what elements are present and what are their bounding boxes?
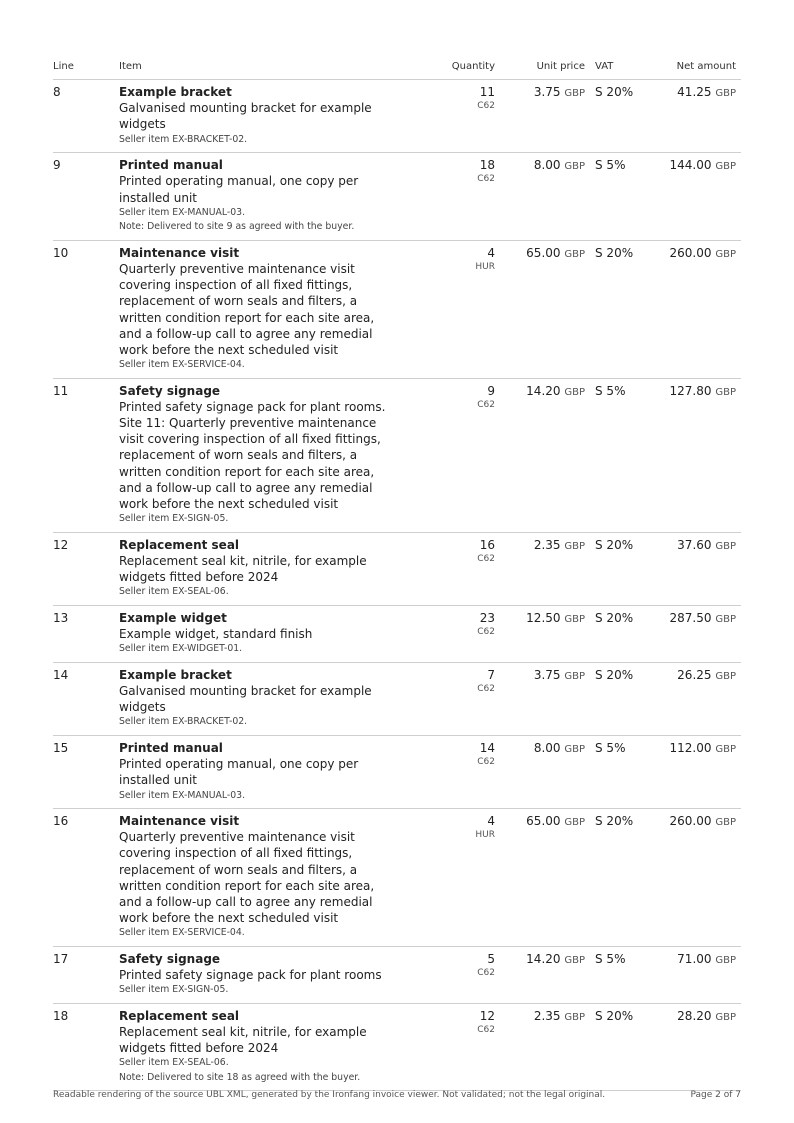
net-amount-value: 287.50: [669, 610, 712, 625]
column-header-item: Item: [119, 55, 419, 80]
quantity-cell: [419, 605, 505, 662]
net-amount-cell: [650, 809, 741, 947]
unit-price-cell: [505, 605, 595, 662]
vat-rate: S 5%: [595, 378, 650, 532]
item-name: Example bracket: [119, 667, 232, 682]
seller-item-id: Seller item EX-SERVICE-04.: [119, 359, 245, 371]
unit-price-cell: [505, 1003, 595, 1091]
item-description: Galvanised mounting bracket for example widgets: [119, 683, 372, 715]
column-header-quantity: Quantity: [419, 55, 505, 80]
net-amount-value: 71.00: [677, 951, 712, 966]
item-name: Safety signage: [119, 383, 221, 398]
unit-price-cell: [505, 662, 595, 735]
quantity-value: 16: [479, 537, 495, 552]
quantity-value: 4: [487, 245, 495, 260]
item-name: Printed manual: [119, 158, 223, 173]
quantity-cell: [419, 532, 505, 605]
seller-item-id: Seller item EX-SIGN-05.: [119, 513, 229, 525]
unit-code: C62: [477, 627, 495, 638]
item-name: Safety signage: [119, 951, 221, 966]
net-amount-value: 260.00: [669, 245, 712, 260]
vat-rate: S 20%: [595, 605, 650, 662]
net-amount-value: 144.00: [669, 158, 712, 173]
unit-code: C62: [477, 101, 495, 112]
invoice-lines-section: [53, 55, 741, 1091]
line-number: 9: [53, 153, 119, 241]
currency-code: GBP: [715, 743, 736, 755]
net-amount-cell: [650, 80, 741, 153]
item-description: Printed safety signage pack for plant rooms. Site 11: Quarterly preventive maintenance visit covering inspection of all fixed fittings, replacement of worn seals and filters, a written condition report for each site area, and a follow-up call to agree any remedial work before the next scheduled visit: [119, 399, 386, 512]
seller-item-id: Seller item EX-WIDGET-01.: [119, 643, 243, 655]
net-amount-cell: [650, 605, 741, 662]
currency-code: GBP: [715, 161, 736, 173]
item-cell: [119, 240, 419, 378]
page-number: Page 2 of 7: [690, 1090, 741, 1100]
unit-code: HUR: [475, 830, 495, 841]
unit-price-value: 14.20: [526, 951, 561, 966]
table-header-row: [53, 55, 741, 80]
item-name: Maintenance visit: [119, 245, 240, 260]
unit-code: C62: [477, 174, 495, 185]
currency-code: GBP: [715, 954, 736, 966]
quantity-cell: [419, 240, 505, 378]
seller-item-id: Seller item EX-MANUAL-03.: [119, 789, 246, 801]
net-amount-cell: [650, 946, 741, 1003]
item-description: Printed operating manual, one copy per installed unit: [119, 174, 359, 205]
item-cell: [119, 532, 419, 605]
seller-item-id: Seller item EX-SEAL-06.: [119, 1057, 229, 1069]
vat-rate: S 20%: [595, 662, 650, 735]
quantity-cell: [419, 80, 505, 153]
quantity-cell: [419, 809, 505, 947]
net-amount-cell: [650, 378, 741, 532]
vat-rate: S 5%: [595, 946, 650, 1003]
quantity-cell: [419, 735, 505, 808]
line-number: 14: [53, 662, 119, 735]
seller-item-id: Seller item EX-BRACKET-02.: [119, 133, 248, 145]
vat-rate: S 20%: [595, 240, 650, 378]
net-amount-value: 26.25: [677, 667, 712, 682]
item-cell: [119, 1003, 419, 1091]
currency-code: GBP: [564, 1011, 585, 1023]
unit-code: HUR: [475, 261, 495, 272]
currency-code: GBP: [715, 1011, 736, 1023]
vat-rate: S 20%: [595, 532, 650, 605]
seller-item-id: Seller item EX-MANUAL-03.: [119, 206, 246, 218]
seller-item-id: Seller item EX-SEAL-06.: [119, 586, 229, 598]
quantity-cell: [419, 1003, 505, 1091]
unit-code: C62: [477, 399, 495, 410]
line-number: 10: [53, 240, 119, 378]
unit-code: C62: [477, 553, 495, 564]
table-row: [53, 662, 741, 735]
table-row: [53, 735, 741, 808]
line-number: 15: [53, 735, 119, 808]
invoice-lines-table: [53, 55, 741, 1091]
currency-code: GBP: [564, 670, 585, 682]
unit-code: C62: [477, 757, 495, 768]
item-name: Replacement seal: [119, 537, 240, 552]
vat-rate: S 20%: [595, 80, 650, 153]
vat-rate: S 5%: [595, 735, 650, 808]
unit-price-value: 12.50: [526, 610, 561, 625]
quantity-value: 12: [479, 1008, 495, 1023]
footer-disclaimer: Readable rendering of the source UBL XML, generated by the Ironfang invoice viewer. Not validated; not the legal original.: [53, 1090, 606, 1100]
vat-rate: S 20%: [595, 1003, 650, 1091]
quantity-value: 14: [479, 740, 495, 755]
unit-price-cell: [505, 153, 595, 241]
currency-code: GBP: [715, 817, 736, 828]
line-number: 17: [53, 946, 119, 1003]
item-cell: [119, 80, 419, 153]
line-number: 11: [53, 378, 119, 532]
quantity-cell: [419, 153, 505, 241]
currency-code: GBP: [564, 161, 585, 173]
currency-code: GBP: [715, 248, 736, 260]
quantity-cell: [419, 662, 505, 735]
unit-price-cell: [505, 532, 595, 605]
net-amount-value: 41.25: [677, 85, 712, 99]
column-header-net-amount: Net amount: [650, 55, 741, 80]
unit-price-cell: [505, 378, 595, 532]
currency-code: GBP: [564, 817, 585, 828]
currency-code: GBP: [715, 670, 736, 682]
column-header-line: Line: [53, 55, 119, 80]
unit-price-value: 3.75: [533, 667, 561, 682]
item-name: Replacement seal: [119, 1008, 240, 1023]
currency-code: GBP: [564, 613, 585, 625]
item-description: Printed safety signage pack for plant rooms: [119, 968, 382, 983]
quantity-value: 4: [487, 814, 495, 828]
quantity-cell: [419, 946, 505, 1003]
table-body: [53, 80, 741, 1091]
unit-code: C62: [477, 1025, 495, 1036]
quantity-value: 7: [487, 667, 495, 682]
line-note: Note: Delivered to site 9 as agreed with the buyer.: [119, 221, 355, 233]
seller-item-id: Seller item EX-SIGN-05.: [119, 984, 229, 996]
net-amount-value: 28.20: [677, 1008, 712, 1023]
seller-item-id: Seller item EX-SERVICE-04.: [119, 927, 245, 939]
table-row: [53, 605, 741, 662]
item-description: Quarterly preventive maintenance visit covering inspection of all fixed fittings, replacement of worn seals and filters, a written condition report for each site area, and a follow-up call to agree any remedial work before the next scheduled visit: [119, 261, 375, 357]
item-name: Printed manual: [119, 740, 223, 755]
currency-code: GBP: [564, 954, 585, 966]
item-cell: [119, 153, 419, 241]
table-row: [53, 153, 741, 241]
net-amount-cell: [650, 662, 741, 735]
table-row: [53, 532, 741, 605]
unit-code: C62: [477, 968, 495, 979]
unit-price-value: 65.00: [526, 814, 561, 828]
currency-code: GBP: [564, 540, 585, 552]
line-note: Note: Delivered to site 18 as agreed with the buyer.: [119, 1071, 361, 1083]
currency-code: GBP: [564, 743, 585, 755]
net-amount-cell: [650, 1003, 741, 1091]
line-number: 12: [53, 532, 119, 605]
line-number: 18: [53, 1003, 119, 1091]
currency-code: GBP: [564, 386, 585, 398]
quantity-cell: [419, 378, 505, 532]
item-name: Maintenance visit: [119, 814, 240, 828]
unit-price-cell: [505, 809, 595, 947]
currency-code: GBP: [715, 540, 736, 552]
table-row: [53, 240, 741, 378]
unit-code: C62: [477, 683, 495, 694]
item-cell: [119, 605, 419, 662]
table-row: [53, 378, 741, 532]
line-number: 16: [53, 809, 119, 947]
quantity-value: 9: [487, 383, 495, 398]
currency-code: GBP: [715, 88, 736, 99]
unit-price-value: 65.00: [526, 245, 561, 260]
seller-item-id: Seller item EX-BRACKET-02.: [119, 716, 248, 728]
unit-price-cell: [505, 80, 595, 153]
line-number: 13: [53, 605, 119, 662]
unit-price-cell: [505, 735, 595, 808]
item-cell: [119, 809, 419, 947]
net-amount-cell: [650, 735, 741, 808]
unit-price-cell: [505, 946, 595, 1003]
item-cell: [119, 946, 419, 1003]
table-row: [53, 1003, 741, 1091]
unit-price-value: 8.00: [533, 740, 561, 755]
quantity-value: 23: [479, 610, 495, 625]
currency-code: GBP: [715, 386, 736, 398]
quantity-value: 18: [479, 158, 495, 173]
item-cell: [119, 378, 419, 532]
table-row: [53, 946, 741, 1003]
table-row: [53, 809, 741, 947]
net-amount-value: 127.80: [669, 383, 712, 398]
vat-rate: S 20%: [595, 809, 650, 947]
net-amount-value: 112.00: [669, 740, 712, 755]
unit-price-value: 2.35: [533, 1008, 561, 1023]
item-description: Printed operating manual, one copy per installed unit: [119, 757, 359, 788]
column-header-vat: VAT: [595, 55, 650, 80]
vat-rate: S 5%: [595, 153, 650, 241]
unit-price-value: 14.20: [526, 383, 561, 398]
unit-price-value: 8.00: [533, 158, 561, 173]
item-description: Galvanised mounting bracket for example widgets: [119, 101, 372, 132]
column-header-unit-price: Unit price: [505, 55, 595, 80]
item-name: Example widget: [119, 610, 227, 625]
item-description: Replacement seal kit, nitrile, for example widgets fitted before 2024: [119, 1025, 367, 1056]
currency-code: GBP: [564, 248, 585, 260]
net-amount-cell: [650, 532, 741, 605]
unit-price-value: 2.35: [533, 537, 561, 552]
net-amount-value: 260.00: [669, 814, 712, 828]
unit-price-cell: [505, 240, 595, 378]
item-description: Quarterly preventive maintenance visit covering inspection of all fixed fittings, replacement of worn seals and filters, a written condition report for each site area, and a follow-up call to agree any remedial work before the next scheduled visit: [119, 830, 375, 926]
quantity-value: 11: [479, 85, 495, 99]
item-description: Replacement seal kit, nitrile, for example widgets fitted before 2024: [119, 553, 367, 585]
net-amount-value: 37.60: [677, 537, 712, 552]
net-amount-cell: [650, 153, 741, 241]
item-cell: [119, 662, 419, 735]
item-name: Example bracket: [119, 85, 232, 99]
item-cell: [119, 735, 419, 808]
unit-price-value: 3.75: [533, 85, 561, 99]
quantity-value: 5: [487, 951, 495, 966]
net-amount-cell: [650, 240, 741, 378]
currency-code: GBP: [715, 613, 736, 625]
currency-code: GBP: [564, 88, 585, 99]
table-row: [53, 80, 741, 153]
item-description: Example widget, standard finish: [119, 627, 313, 642]
line-number: 8: [53, 80, 119, 153]
